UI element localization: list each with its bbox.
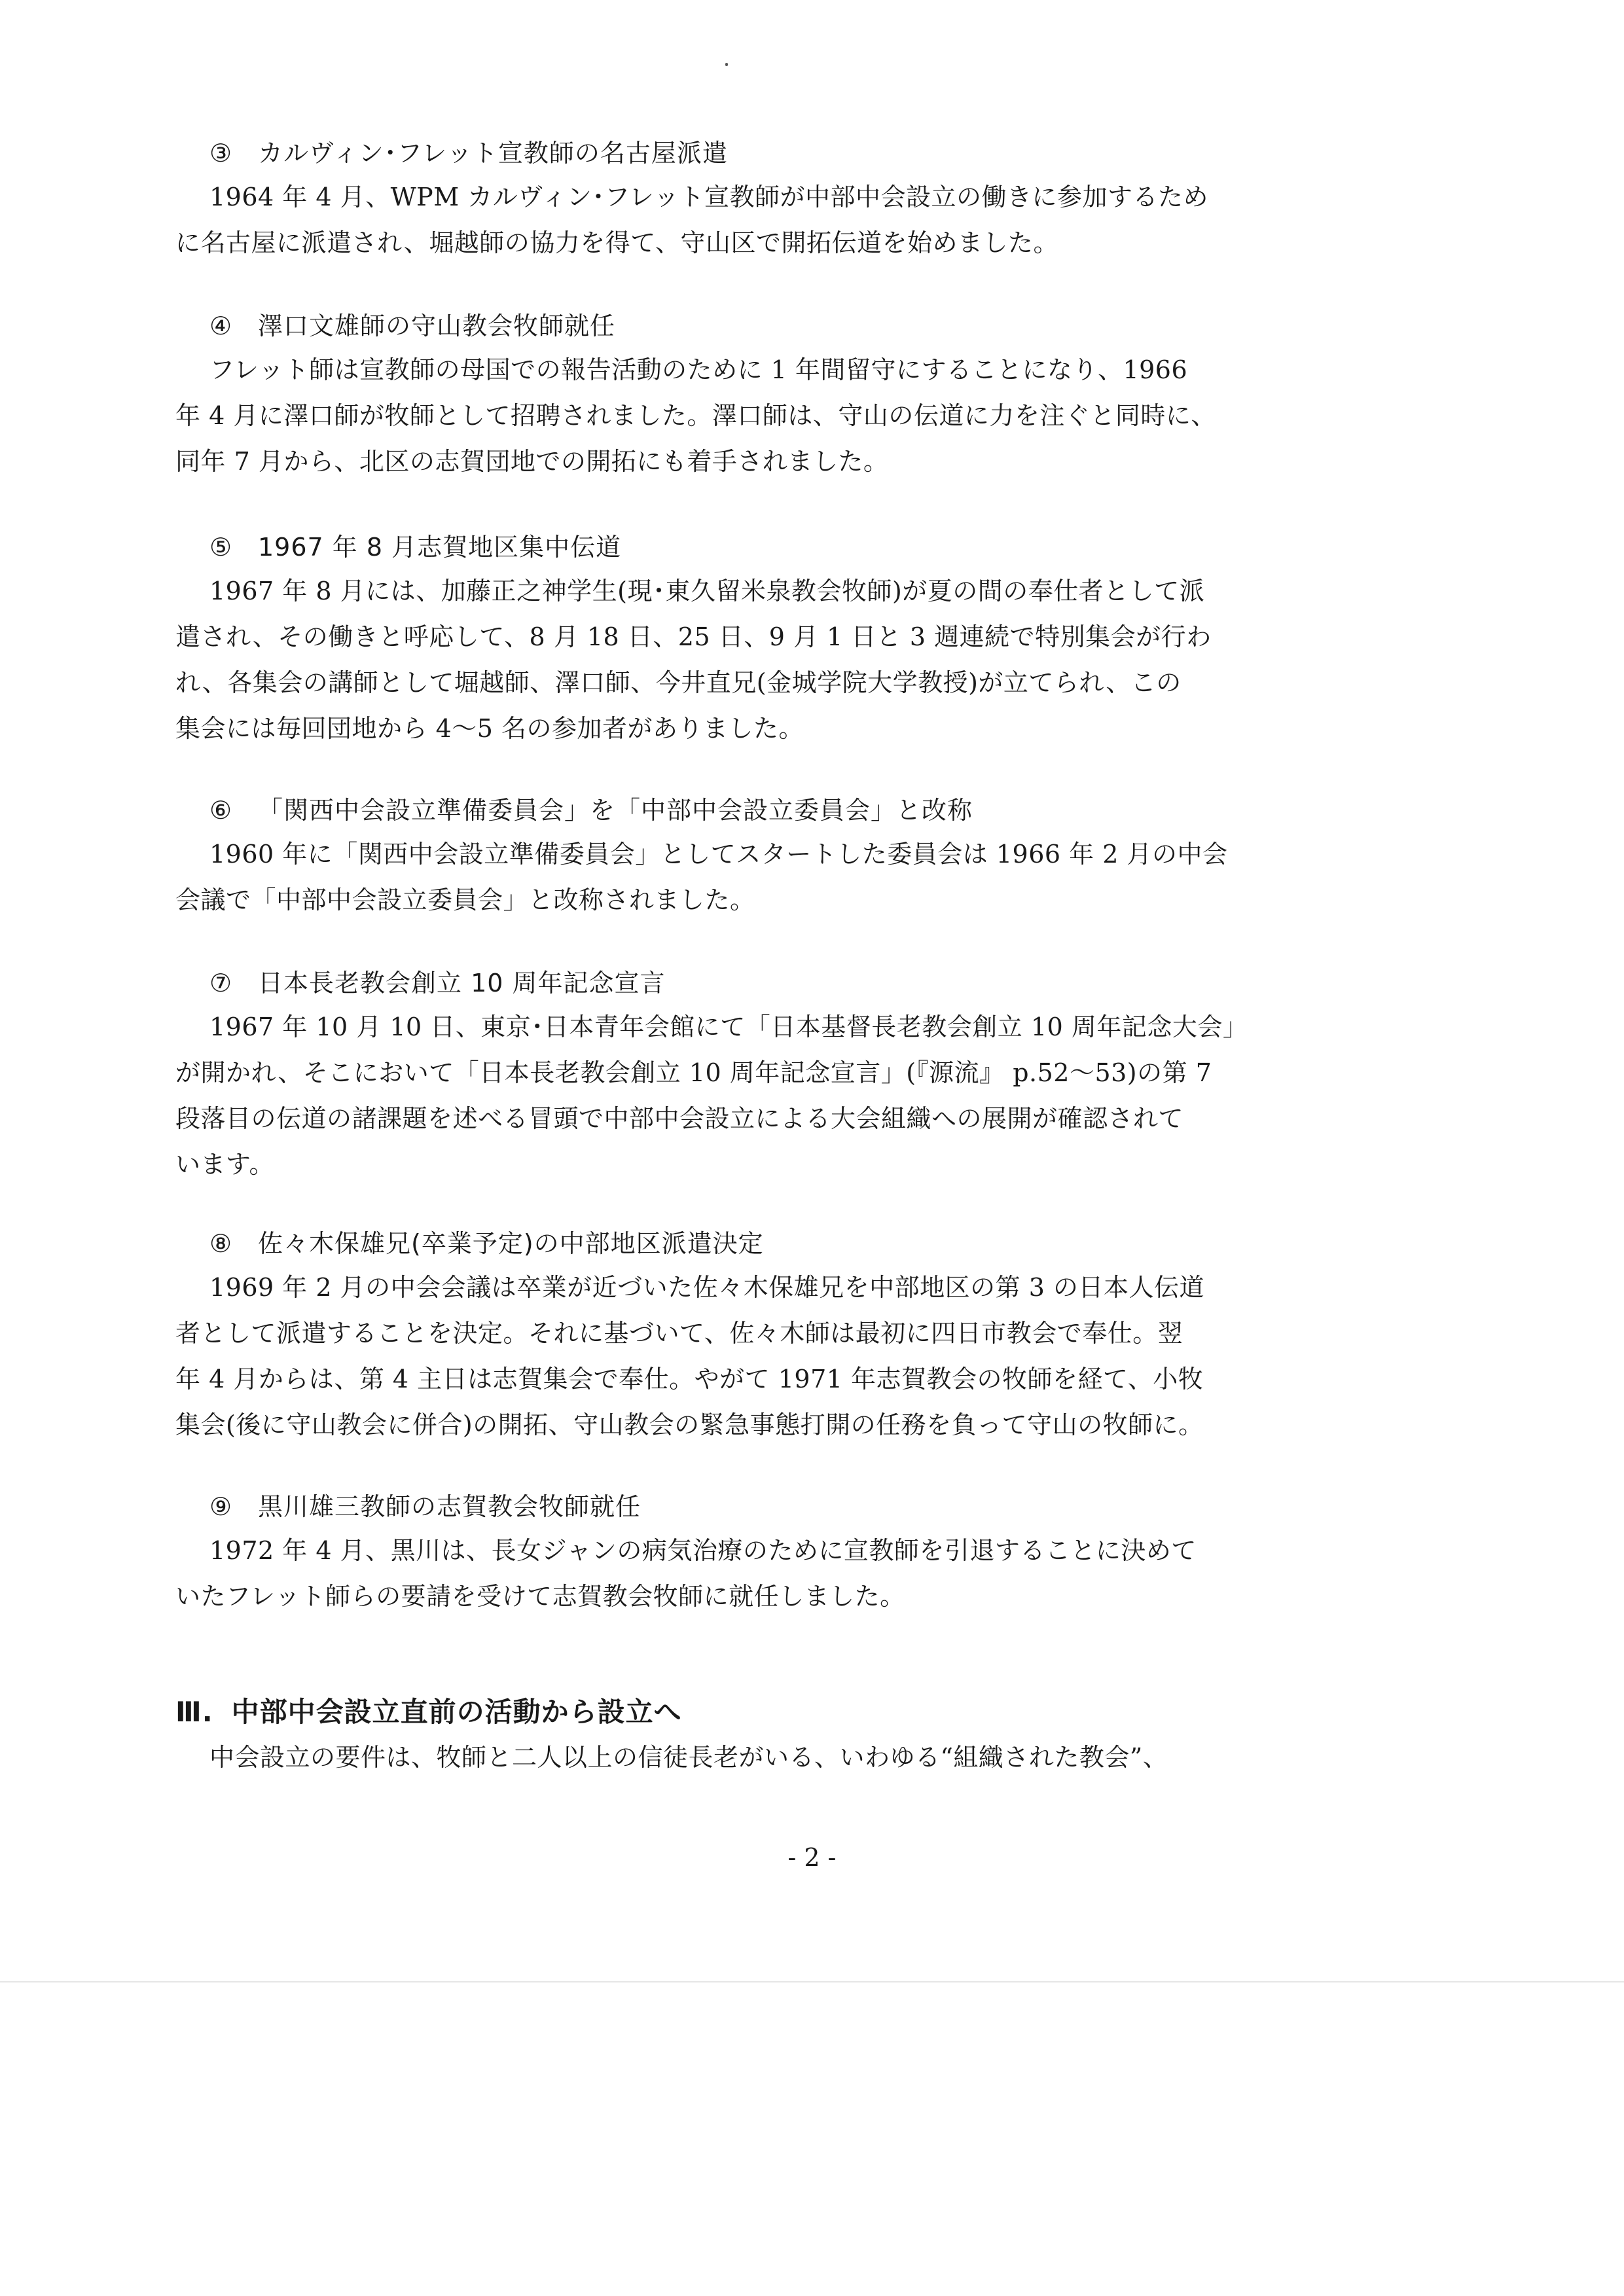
section-title: 「関西中会設立準備委員会」を「中部中会設立委員会」と改称 bbox=[258, 796, 973, 825]
section-title: カルヴィン･フレット宣教師の名古屋派遣 bbox=[258, 139, 728, 168]
chapter-number: Ⅲ. bbox=[175, 1696, 213, 1728]
section-title: 佐々木保雄兄(卒業予定)の中部地区派遣決定 bbox=[258, 1229, 764, 1258]
section-number: ⑨ bbox=[209, 1492, 233, 1521]
section-heading bbox=[175, 135, 1458, 171]
section-body: 1967 年 8 月には、加藤正之神学生(現･東久留米泉教会牧師)が夏の間の奉仕者として派 遣され、その働きと呼応して、8 月 18 日、25 日、9 月 1 日と 3 週連続で特別集会が行わ れ、各集会の講師として堀越師、澤口師、今井直兄(金城学院大学教授)が立てられ、この 集会には毎回団地から 4～5 名の参加者がありました。 bbox=[175, 577, 1212, 743]
chapter-body: 中会設立の要件は、牧師と二人以上の信徒長老がいる、いわゆる“組織された教会”、 bbox=[209, 1743, 1168, 1772]
chapter-heading bbox=[175, 1693, 1458, 1732]
section-7 bbox=[175, 965, 1458, 1187]
section-title: 1967 年 8 月志賀地区集中伝道 bbox=[258, 533, 622, 562]
section-number: ⑧ bbox=[209, 1229, 233, 1258]
section-heading bbox=[175, 792, 1458, 829]
section-number: ⑤ bbox=[209, 533, 233, 562]
chapter-title: 中部中会設立直前の活動から設立へ bbox=[231, 1696, 682, 1728]
section-heading bbox=[175, 1225, 1458, 1262]
page-number: - 2 - bbox=[787, 1843, 837, 1872]
section-heading bbox=[175, 308, 1458, 344]
section-title: 日本長老教会創立 10 周年記念宣言 bbox=[258, 969, 666, 997]
section-body: 1972 年 4 月、黒川は、長女ジャンの病気治療のために宣教師を引退することに決めて いたフレット師らの要請を受けて志賀教会牧師に就任しました。 bbox=[175, 1536, 1197, 1611]
section-number: ⑥ bbox=[209, 796, 233, 825]
scan-speck bbox=[725, 63, 728, 66]
section-number: ③ bbox=[209, 139, 233, 168]
section-3 bbox=[175, 135, 1458, 266]
chapter-3 bbox=[175, 1693, 1458, 1780]
section-heading bbox=[175, 529, 1458, 565]
section-title: 黒川雄三教師の志賀教会牧師就任 bbox=[258, 1492, 641, 1521]
section-8 bbox=[175, 1225, 1458, 1448]
section-9 bbox=[175, 1488, 1458, 1619]
section-body: 1967 年 10 月 10 日、東京･日本青年会館にて「日本基督長老教会創立 10 周年記念大会」 が開かれ、そこにおいて「日本長老教会創立 10 周年記念宣言」(『源流』 p.52～53)の第 7 段落目の伝道の諸課題を述べる冒頭で中部中会設立による大会組織への展開が確認されて います。 bbox=[175, 1013, 1248, 1179]
section-4 bbox=[175, 308, 1458, 484]
section-6 bbox=[175, 792, 1458, 923]
section-body: 1969 年 2 月の中会会議は卒業が近づいた佐々木保雄兄を中部地区の第 3 の日本人伝道 者として派遣することを決定。それに基づいて、佐々木師は最初に四日市教会で奉仕。翌 年 4 月からは、第 4 主日は志賀集会で奉仕。やがて 1971 年志賀教会の牧師を経て、小牧 集会(後に守山教会に併合)の開拓、守山教会の緊急事態打開の任務を負って守山の牧師に。 bbox=[175, 1273, 1204, 1439]
section-heading bbox=[175, 1488, 1458, 1525]
section-title: 澤口文雄師の守山教会牧師就任 bbox=[258, 312, 616, 340]
section-number: ⑦ bbox=[209, 969, 233, 997]
section-heading bbox=[175, 965, 1458, 1001]
section-number: ④ bbox=[209, 312, 233, 340]
section-body: 1960 年に「関西中会設立準備委員会」としてスタートした委員会は 1966 年 2 月の中会 会議で「中部中会設立委員会」と改称されました。 bbox=[175, 840, 1228, 914]
scan-fold-line bbox=[0, 1981, 1624, 1982]
section-body: 1964 年 4 月、WPM カルヴィン･フレット宣教師が中部中会設立の働きに参加するため に名古屋に派遣され、堀越師の協力を得て、守山区で開拓伝道を始めました。 bbox=[175, 183, 1209, 257]
section-body: フレット師は宣教師の母国での報告活動のために 1 年間留守にすることになり、1966 年 4 月に澤口師が牧師として招聘されました。澤口師は、守山の伝道に力を注ぐと同時に、 同年 7 月から、北区の志賀団地での開拓にも着手されました。 bbox=[175, 355, 1216, 476]
section-5 bbox=[175, 529, 1458, 751]
